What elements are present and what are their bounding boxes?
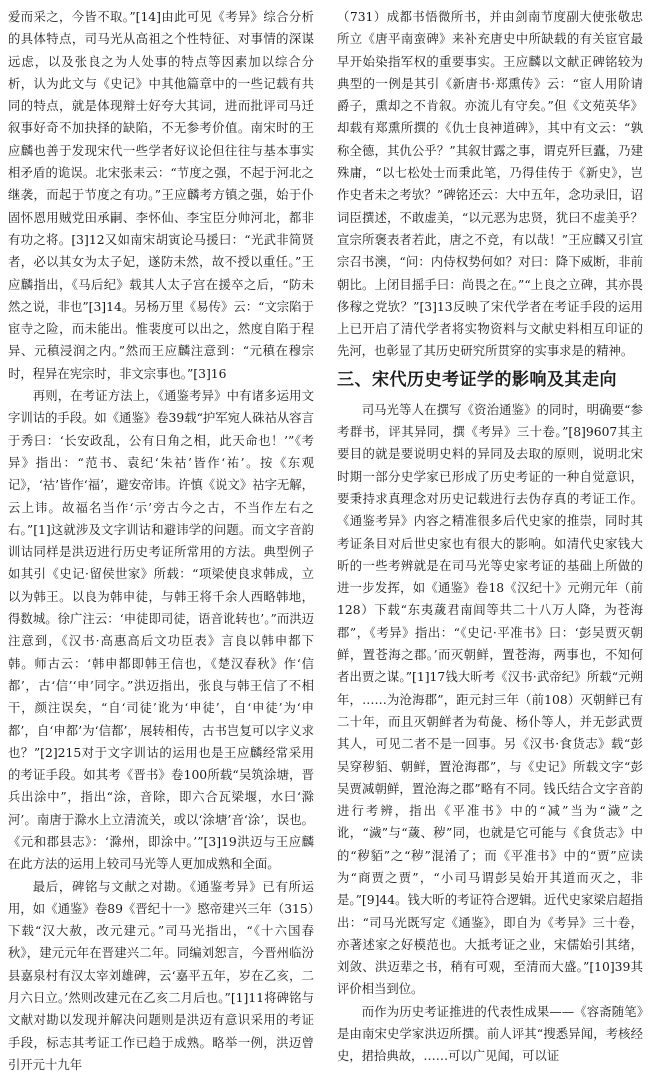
body-paragraph: 而作为历史考证推进的代表性成果——《容斋随笔》是由南宋史学家洪迈所撰。前人评其“搜悉异闻，考核经史，捃拾典故，……可以广见闻，可以证 bbox=[337, 1004, 643, 1064]
body-paragraph: 爱而采之，今皆不取。”[14]由此可见《考异》综合分析的具体特点，司马光从高祖之个性特征、对事情的深谋远虑，以及张良之为人处事的特点等因素加以综合分析，认为此文与《史记》中其他篇章中的一些记载有共同的特点，就是体现辩士好夸大其词，进而批评司马迁叙事好奇不加抉择的缺陷，不无参考价值。南宋时的王应麟也善于发现宋代一些学者好议论但往往与基本事实相矛盾的诡误。北宋张耒云：“节度之强，不起于河北之继袭，而起于节度之有功。”王应麟考方镇之强，始于仆固怀恩用贼党田承嗣、李怀仙、李宝臣分帅河北，都非有功之将。[3]12又如南宋胡寅论马援曰：“光武非简贤者，必以其女为太子妃，遂防未然，故不授以重任。”王应麟指出，《马后纪》载其人太子宫在援卒之后，“防未然之说，非也”[3]14。另杨万里《易传》云：“文宗陷于宦寺之险，而未能出。惟裴度可以出之，然度自陷于程异、元稹浸润之内。”然而王应麟注意到：“元稹在穆宗时，程异在宪宗时，非文宗事也。”[3]16 bbox=[8, 10, 314, 381]
body-paragraph: （731）成都书悟微所书，并由剑南节度副大使张敬忠所立《唐平南蛮碑》来补充唐史中所缺载的有关宦官最早开始染指军权的重要事实。王应麟以文献正碑铭较为典型的一例是其引《新唐书·郑熏传》云：“宦人用阶请爵子，熏却之不肯叙。亦流儿有守矣。”但《文苑英华》却载有郑熏所撰的《仇士良神道碑》，其中有文云：“孰称全德，其仇公乎？”其叙甘露之事，谓克歼巨蠹，乃建殊庸，“以七松处士而秉此笔，乃得佳传于《新史》，岂作史者未之考欤？”碑铭还云：大中五年，念功录旧，诏词臣撰述，不敢虚美，“以元恶为忠贤，犹曰不虚美乎？宣宗所褒表者若此，唐之不竞，有以哉！”王应麟又引宣宗召书澳，“问：内侍权势何如？对曰：降下威断，非前朝比。上闭目摇手曰：尚畏之在。”“上良之立碑，其亦畏侈稼之党欤？”[3]13反映了宋代学者在考证手段的运用上已开启了清代学者将实物资料与文献史料相互印证的先河，也彰显了其历史研究所贯穿的实事求是的精神。 bbox=[337, 10, 643, 359]
body-paragraph: 最后，碑铭与文献之对勘。《通鉴考异》已有所运用，如《通鉴》卷89《晋纪十一》愍帝建兴三年（315）下载“汉大赦，改元建元。”司马光指出，“《十六国春秋》，建元元年在晋建兴二年。同编刘恕言，今晋州临汾县嘉泉村有汉太宰刘雄碑，云‘嘉平五年，岁在乙亥，二月六日立。’然则改建元在乙亥二月后也。”[1]11将碑铭与文献对勘以发现并解决问题则是洪迈有意识采用的考证手段，标志其考证工作已趋于成熟。略举一例，洪迈曾引开元十九年 bbox=[8, 879, 314, 1072]
body-paragraph: 再则，在考证方法上，《通鉴考异》中有诸多运用文字训诂的手段。如《通鉴》卷39载“护军宛人硃祜从容言于秀曰：‘长安政乱，公有日角之相，此天命也！’”《考异》指出：“范书、袁纪‘朱祜’皆作‘祐’。按《东观记》，‘祜’皆作‘福’，避安帝讳。许慎《说文》祜字无解，云上讳。故福名当作‘示’旁古今之古，不当作左右之右。”[1]这就涉及文字训诂和避讳学的问题。而文字音韵训诂同样是洪迈进行历史考证所常用的方法。典型例子如其引《史记·留侯世家》所载：“项梁使良求韩成，立以为韩王。以良为韩申徒，与韩王将千余人西略韩地，得数城。徐广注云：‘申徒即司徒，语音讹转也’。”而洪迈注意到，《汉书·高惠高后文功臣表》言良以韩申都下韩。师古云：‘韩申都即韩王信也，《楚汉春秋》作‘信都’，古‘信’‘申’同字。”洪迈指出，张良与韩王信了不相干，颜注误矣，“自‘司徒’讹为‘申徒’，自‘申徒’为‘申都’，自‘申都’为‘信都’，展转相传，古书岂复可以字义求也？”[2]215对于文字训诂的运用也是王应麟经常采用的考证手段。如其考《晋书》卷100所载“吴筑涂塘，晋兵出涂中”，指出“涂，音除，即六合瓦梁堰，水曰‘滁河’。南唐于滁水上立清流关，或以‘涂塘’音‘涂’，误也。《元和郡县志》：‘滁州，即涂中。’”[3]19洪迈与王应麟在此方法的运用上较司马光等人更加成熟和全面。 bbox=[8, 389, 314, 872]
section-heading: 三、宋代历史考证学的影响及其走向 bbox=[337, 369, 617, 390]
right-column bbox=[337, 6, 643, 1068]
left-column bbox=[8, 6, 314, 1076]
body-paragraph: 司马光等人在撰写《资治通鉴》的同时，明确要“参考群书，评其异同，撰《考异》三十卷。”[8]9607其主要目的就是要说明史料的异同及去取的原则，说明北宋时期一部分史学家已形成了历史考证的一种自觉意识，要秉持求真理念对历史记载进行去伪存真的考证工作。《通鉴考异》内容之精准很多后代史家的推崇，同时其考证条目对后世史家也有很大的影响。如清代史家钱大昕的一些考辨就是在司马光等史家考证的基础上所做的进一步发挥，如《通鉴》卷18《汉纪十》元朔元年（前128）下载“东夷薉君南闾等共二十八万人降，为苍海郡”，《考异》指出：“《史记·平准书》曰：‘彭吴贾灭朝鲜，置苍海之郡。’而灭朝鲜，置苍海，两事也，不知何者出贾之谋。”[1]17钱大昕考《汉书·武帝纪》所载“元朔年，……为沧海郡”，距元封三年（前108）灭朝鲜已有二十年，而且灭朝鲜者为荀彘、杨仆等人，并无彭武贾其人，可见二者不是一回事。另《汉书·食货志》载“彭吴穿秽貊、朝鲜，置沧海郡”，与《史记》所载文字“彭吴贾减朝鲜，置沧海之郡”略有不同。钱氏结合文字音韵进行考辨，指出《平准书》中的“减”当为“濊”之讹，“濊”与“薉、秽”同，也就是它可能与《食货志》中的“秽貊”之“秽”混淆了；而《平准书》中的“贾”应读为“商贾之贾”，“小司马谓彭吴始开其道而灭之，非是。”[9]44。钱大昕的考证符合逻辑。近代史家梁启超指出：“司马光既写定《通鉴》，即自为《考异》三十卷，亦著述家之好模范也。大抵考证之业，宋儒始引其绪，刘敛、洪迈辈之书，稍有可观，至清而大盛。”[10]39其评价相当到位。 bbox=[337, 402, 643, 997]
